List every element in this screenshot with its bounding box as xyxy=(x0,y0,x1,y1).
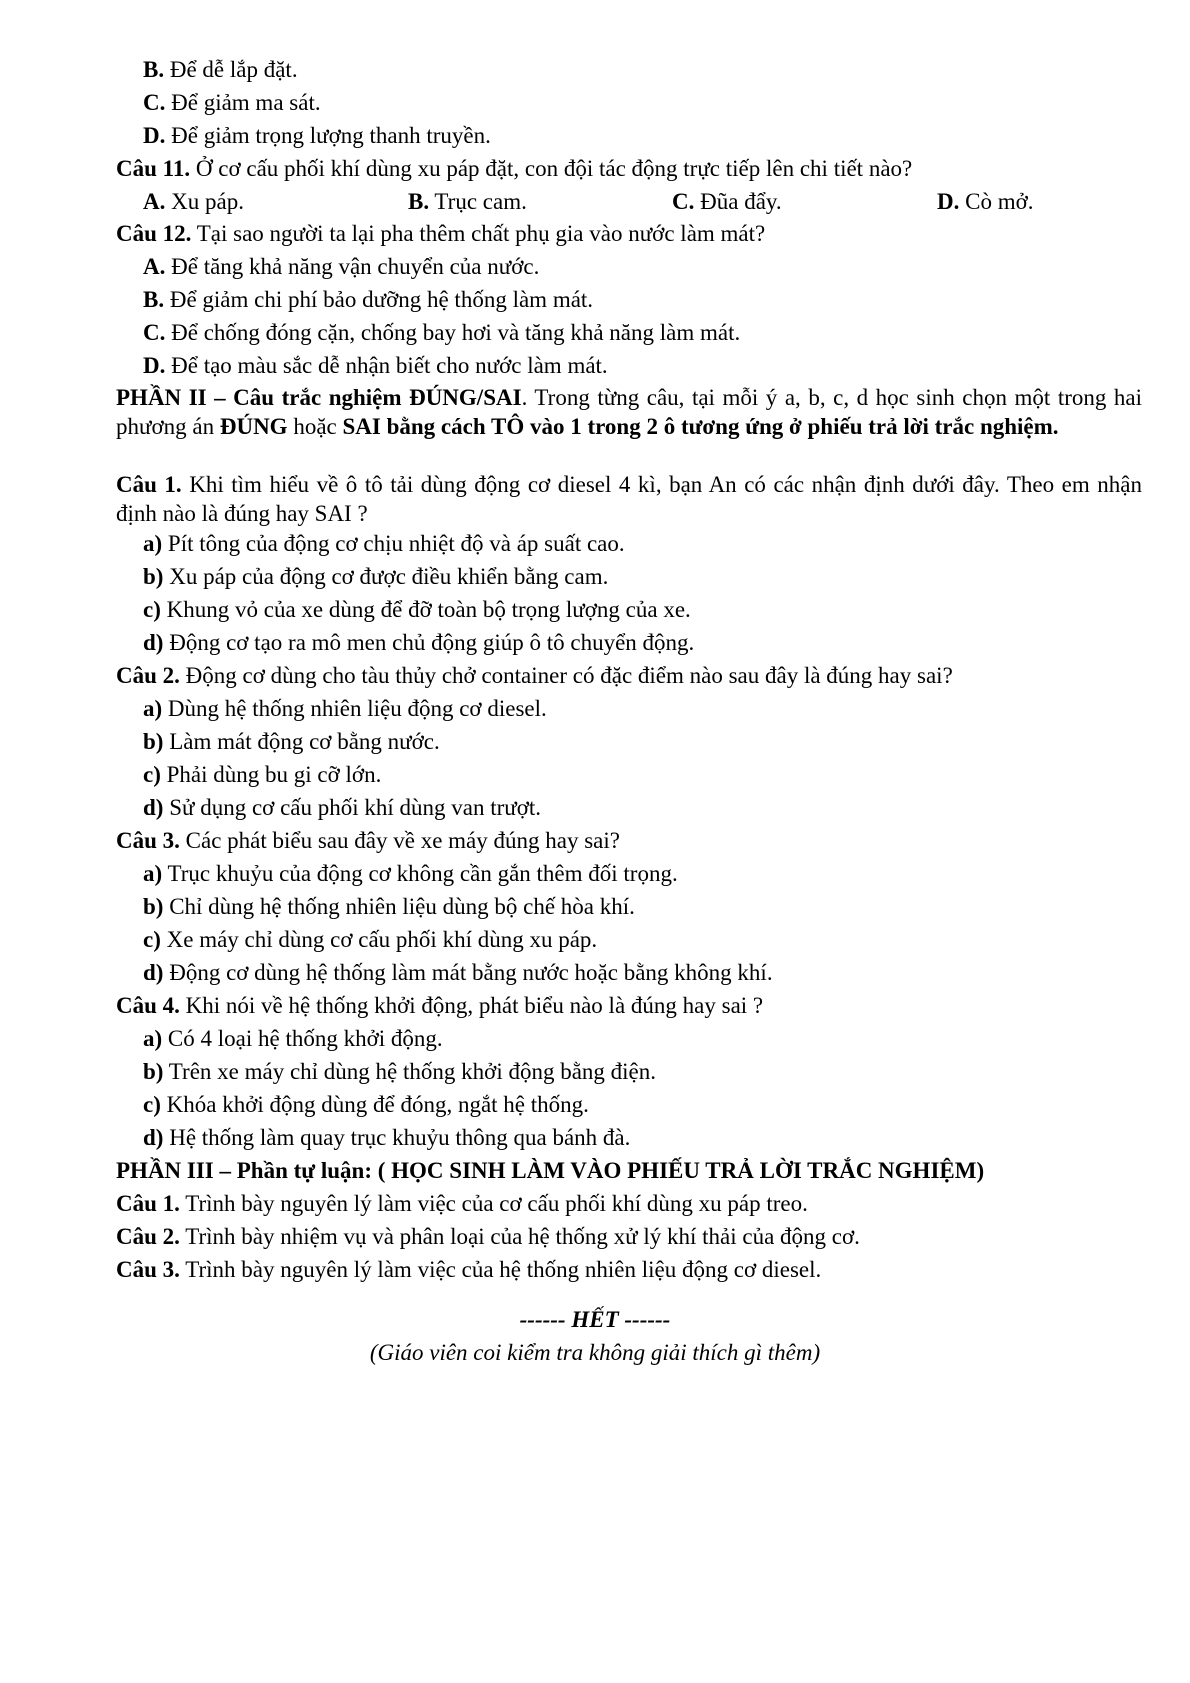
q10-option-d: D. Để giảm trọng lượng thanh truyền. xyxy=(143,123,491,148)
part2-q4-item-b: b) Trên xe máy chỉ dùng hệ thống khởi động bằng điện. xyxy=(143,1059,657,1084)
part2-q3-item-b: b) Chỉ dùng hệ thống nhiên liệu dùng bộ chế hòa khí. xyxy=(143,894,635,919)
q12-option-a: A. Để tăng khả năng vận chuyển của nước. xyxy=(143,254,540,279)
q11-option-d: D. Cò mở. xyxy=(937,189,1034,214)
part2-q1-item-d: d) Động cơ tạo ra mô men chủ động giúp ô tô chuyển động. xyxy=(143,630,695,655)
part2-q4-item-c: c) Khóa khởi động dùng để đóng, ngắt hệ thống. xyxy=(143,1092,589,1117)
part2-q1-item-c: c) Khung vỏ của xe dùng để đỡ toàn bộ trọng lượng của xe. xyxy=(143,597,691,622)
q12-option-b: B. Để giảm chi phí bảo dưỡng hệ thống làm mát. xyxy=(143,287,594,312)
part3-heading: PHẦN III – Phần tự luận: ( HỌC SINH LÀM VÀO PHIẾU TRẢ LỜI TRẮC NGHIỆM) xyxy=(116,1158,985,1183)
part2-q2-item-b: b) Làm mát động cơ bằng nước. xyxy=(143,729,440,754)
part2-heading: PHẦN II – Câu trắc nghiệm ĐÚNG/SAI. Trong từng câu, tại mỗi ý a, b, c, d học sinh chọn một trong hai phương án ĐÚNG hoặc SAI bằng cách TÔ vào 1 trong 2 ô tương ứng ở phiếu trả lời trắc nghiệm. xyxy=(116,385,1142,439)
part2-q2-item-a: a) Dùng hệ thống nhiên liệu động cơ diesel. xyxy=(143,696,547,721)
part3-q3: Câu 3. Trình bày nguyên lý làm việc của hệ thống nhiên liệu động cơ diesel. xyxy=(116,1257,822,1282)
part2-q3-item-c: c) Xe máy chỉ dùng cơ cấu phối khí dùng xu páp. xyxy=(143,927,598,952)
q12-stem: Câu 12. Tại sao người ta lại pha thêm chất phụ gia vào nước làm mát? xyxy=(116,221,766,246)
q12-option-d: D. Để tạo màu sắc dễ nhận biết cho nước làm mát. xyxy=(143,353,608,378)
q12-option-c: C. Để chống đóng cặn, chống bay hơi và tăng khả năng làm mát. xyxy=(143,320,741,345)
part2-q3-item-d: d) Động cơ dùng hệ thống làm mát bằng nước hoặc bằng không khí. xyxy=(143,960,773,985)
part3-q2: Câu 2. Trình bày nhiệm vụ và phân loại của hệ thống xử lý khí thải của động cơ. xyxy=(116,1224,860,1249)
q11-option-c: C. Đũa đẩy. xyxy=(672,189,782,214)
teacher-note: (Giáo viên coi kiểm tra không giải thích gì thêm) xyxy=(369,1340,821,1365)
part2-q2-stem: Câu 2. Động cơ dùng cho tàu thủy chở container có đặc điểm nào sau đây là đúng hay sai? xyxy=(116,663,953,688)
part2-q2-item-d: d) Sử dụng cơ cấu phối khí dùng van trượt. xyxy=(143,795,542,820)
q11-stem: Câu 11. Ở cơ cấu phối khí dùng xu páp đặt, con đội tác động trực tiếp lên chi tiết nào? xyxy=(116,156,913,181)
part2-q1-item-a: a) Pít tông của động cơ chịu nhiệt độ và áp suất cao. xyxy=(143,531,625,556)
part2-q4-stem: Câu 4. Khi nói về hệ thống khởi động, phát biểu nào là đúng hay sai ? xyxy=(116,993,764,1018)
part2-q4-item-a: a) Có 4 loại hệ thống khởi động. xyxy=(143,1026,443,1051)
part3-q1: Câu 1. Trình bày nguyên lý làm việc của cơ cấu phối khí dùng xu páp treo. xyxy=(116,1191,808,1216)
part2-q4-item-d: d) Hệ thống làm quay trục khuỷu thông qua bánh đà. xyxy=(143,1125,631,1150)
q11-option-a: A. Xu páp. xyxy=(143,189,244,214)
q10-option-b: B. Để dễ lắp đặt. xyxy=(143,57,298,82)
part2-q2-item-c: c) Phải dùng bu gi cỡ lớn. xyxy=(143,762,382,787)
q11-option-b: B. Trục cam. xyxy=(408,189,527,214)
part2-q1-stem: Câu 1. Khi tìm hiểu về ô tô tải dùng động cơ diesel 4 kì, bạn An có các nhận định dưới đây. Theo em nhận định nào là đúng hay SAI ? xyxy=(116,472,1142,526)
part2-q3-item-a: a) Trục khuỷu của động cơ không cần gắn thêm đối trọng. xyxy=(143,861,678,886)
end-mark: ------ HẾT ------ xyxy=(519,1307,671,1332)
part2-q3-stem: Câu 3. Các phát biểu sau đây về xe máy đúng hay sai? xyxy=(116,828,620,853)
q10-option-c: C. Để giảm ma sát. xyxy=(143,90,321,115)
part2-q1-item-b: b) Xu páp của động cơ được điều khiển bằng cam. xyxy=(143,564,609,589)
